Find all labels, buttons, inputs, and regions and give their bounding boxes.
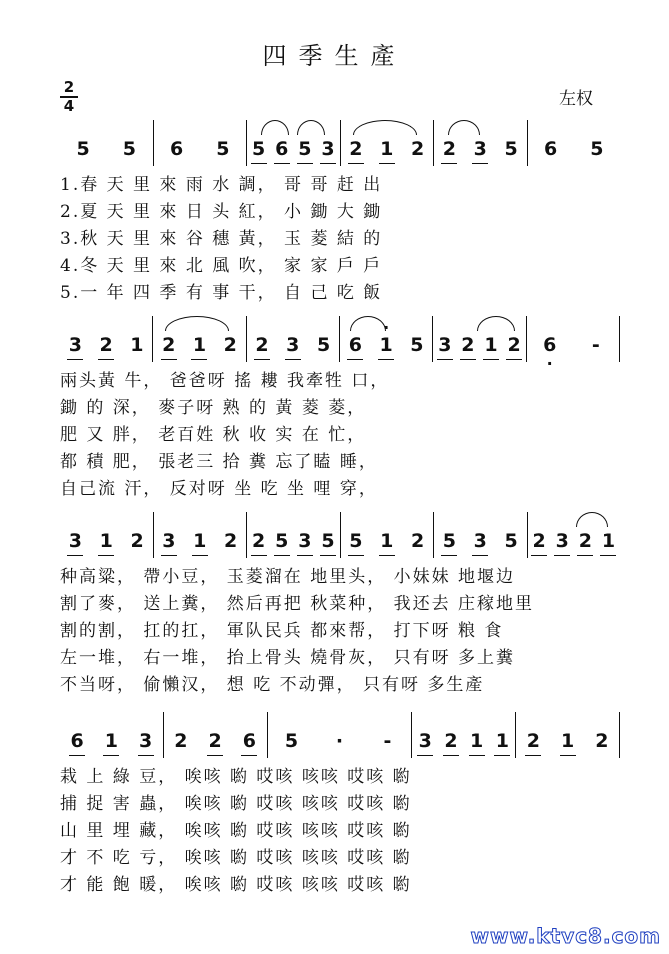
note: 3 [555,530,569,552]
note: 2 [255,334,269,356]
note: · 1 [379,334,393,356]
note: 3 [68,334,82,356]
song-author: 左权 [559,89,593,109]
note: 3 [139,730,153,752]
note: - [591,334,600,356]
note: 5 [122,138,136,160]
note: 5 [76,138,90,160]
note: 5 [442,530,457,552]
note: · [335,730,344,752]
notation-row [60,512,620,558]
note: 1 [380,138,394,160]
measure [247,120,341,166]
measure [247,512,341,558]
measure [341,120,435,166]
note: 1 [470,730,484,752]
note: 2 [223,530,238,552]
measure [527,316,620,362]
note: 6 [170,138,184,160]
lyric-line: 才 能 飽 暖， 唉咳 喲 哎咳 咳咳 哎咳 喲 [60,875,412,895]
lyrics-block [60,764,620,899]
measure [340,316,433,362]
note: 1 [193,530,207,552]
measure [412,712,516,758]
lyric-line: 山 里 埋 藏， 唉咳 喲 哎咳 咳咳 哎咳 喲 [60,821,412,841]
note: 1 [192,334,207,356]
notation-row [60,712,620,758]
note: 3 [68,530,83,552]
note: 2 [410,138,425,160]
note: 5 [284,730,299,752]
lyric-line: 捕 捉 害 蟲， 唉咳 喲 哎咳 咳咳 哎咳 喲 [60,794,412,814]
notation-row [60,316,620,362]
slur [261,120,289,135]
note: 1 [380,530,394,552]
note: 5 [349,530,363,552]
note: 1 [560,730,575,752]
note: 2 [99,334,113,356]
note: 5 [251,138,266,160]
note: 5 [504,530,518,552]
lyric-line: 2.夏 天 里 來 日 头 紅， 小 鋤 大 鋤 [60,202,383,222]
measure [516,712,620,758]
measure [528,512,621,558]
note: 2 [208,730,222,752]
lyric-line: 栽 上 綠 豆， 唉咳 喲 哎咳 咳咳 哎咳 喲 [60,767,412,787]
lyric-line: 肥 又 胖， 老百姓 秋 收 实 在 忙， [60,425,367,445]
note: 2 [174,730,188,752]
measure [247,316,340,362]
note: 2 [410,530,425,552]
note: 1 [495,730,509,752]
measure [153,316,246,362]
notation-row [60,120,620,166]
note: 5 [504,138,518,160]
note: 5 [590,138,604,160]
lyric-line: 种高粱， 帶小豆， 玉菱溜在 地里头， 小妹妹 地堰边 [60,567,516,587]
lyrics-block [60,368,620,503]
measure [60,120,154,166]
note: 1 [99,530,113,552]
measure [528,120,621,166]
note: 1 [484,334,498,356]
note: 3 [321,138,335,160]
lyric-line: 5.一 年 四 季 有 事 干， 自 己 吃 飯 [60,283,383,303]
measure [164,712,268,758]
time-signature [60,80,78,114]
lyric-line: 都 積 肥， 張老三 拾 糞 忘了瞌 睡， [60,452,378,472]
note: 2 [526,730,540,752]
note: 2 [578,530,592,552]
note: 6 [544,138,558,160]
note: 2 [444,730,458,752]
note: 1 [130,334,144,356]
note: 2 [162,334,176,356]
measure [60,512,154,558]
note: 3 [473,138,487,160]
note: 2 [442,138,457,160]
note: 3 [162,530,176,552]
slur [165,316,229,331]
slur [576,512,608,527]
note: 2 [130,530,144,552]
lyric-line: 鋤 的 深， 麥子呀 熟 的 黃 菱 菱， [60,398,367,418]
note: 5 [298,138,312,160]
note: 5 [275,530,289,552]
measure [433,316,526,362]
note: 6 [70,730,84,752]
lyric-line: 割了麥， 送上糞， 然后再把 秋菜种， 我还去 庄稼地里 [60,594,535,614]
score-system-1 [60,120,620,307]
lyric-line: 3.秋 天 里 來 谷 穗 黃， 玉 菱 結 的 [60,229,383,249]
note: - [383,730,392,752]
measure [341,512,435,558]
lyric-line: 4.冬 天 里 來 北 風 吹， 家 家 戶 戶 [60,256,383,276]
note: 2 [532,530,546,552]
score-system-3 [60,512,620,699]
note: · 6 [543,334,557,356]
note: 2 [251,530,266,552]
lyrics-block [60,564,620,699]
measure [154,512,248,558]
time-signature-bottom: 4 [63,97,75,115]
note: 2 [349,138,363,160]
note: 2 [507,334,521,356]
lyric-line: 左一堆， 右一堆， 抬上骨头 燒骨灰， 只有呀 多上糞 [60,648,516,668]
slur [353,120,417,135]
lyric-line: 割的割， 扛的扛， 軍队民兵 都來帮， 打下呀 粮 食 [60,621,504,641]
note: 5 [321,530,335,552]
measure [434,120,528,166]
note: 2 [595,730,609,752]
slur [448,120,480,135]
note: 1 [601,530,616,552]
lyric-line: 不当呀， 偷懶汉， 想 吃 不动彈， 只有呀 多生產 [60,675,485,695]
measure [60,712,164,758]
measure [60,316,153,362]
note: 2 [223,334,237,356]
note: 3 [418,730,432,752]
measure [154,120,248,166]
slur [477,316,515,331]
lyric-line: 1.春 天 里 來 雨 水 調， 哥 哥 赶 出 [60,175,383,195]
score-system-2 [60,316,620,503]
lyric-line: 兩头黃 牛， 爸爸呀 搖 耬 我牽牲 口， [60,371,390,391]
song-title: 四季生產 [262,42,407,70]
watermark: www.ktvc8.com [470,924,661,948]
lyrics-block [60,172,620,307]
note: 6 [242,730,257,752]
note: 5 [316,334,331,356]
note: 1 [104,730,118,752]
note: 3 [473,530,487,552]
note: 2 [461,334,475,356]
measure [268,712,413,758]
lyric-line: 才 不 吃 亏， 唉咳 喲 哎咳 咳咳 哎咳 喲 [60,848,412,868]
score-system-4 [60,712,620,899]
note: 5 [410,334,424,356]
slur [297,120,325,135]
note: 6 [348,334,362,356]
time-signature-top: 2 [63,78,75,96]
lyric-line: 自己流 汗， 反对呀 坐 吃 坐 哩 穿， [60,479,378,499]
note: 5 [216,138,230,160]
note: 6 [275,138,289,160]
note: 3 [286,334,300,356]
measure [434,512,528,558]
note: 3 [298,530,312,552]
note: 3 [438,334,452,356]
